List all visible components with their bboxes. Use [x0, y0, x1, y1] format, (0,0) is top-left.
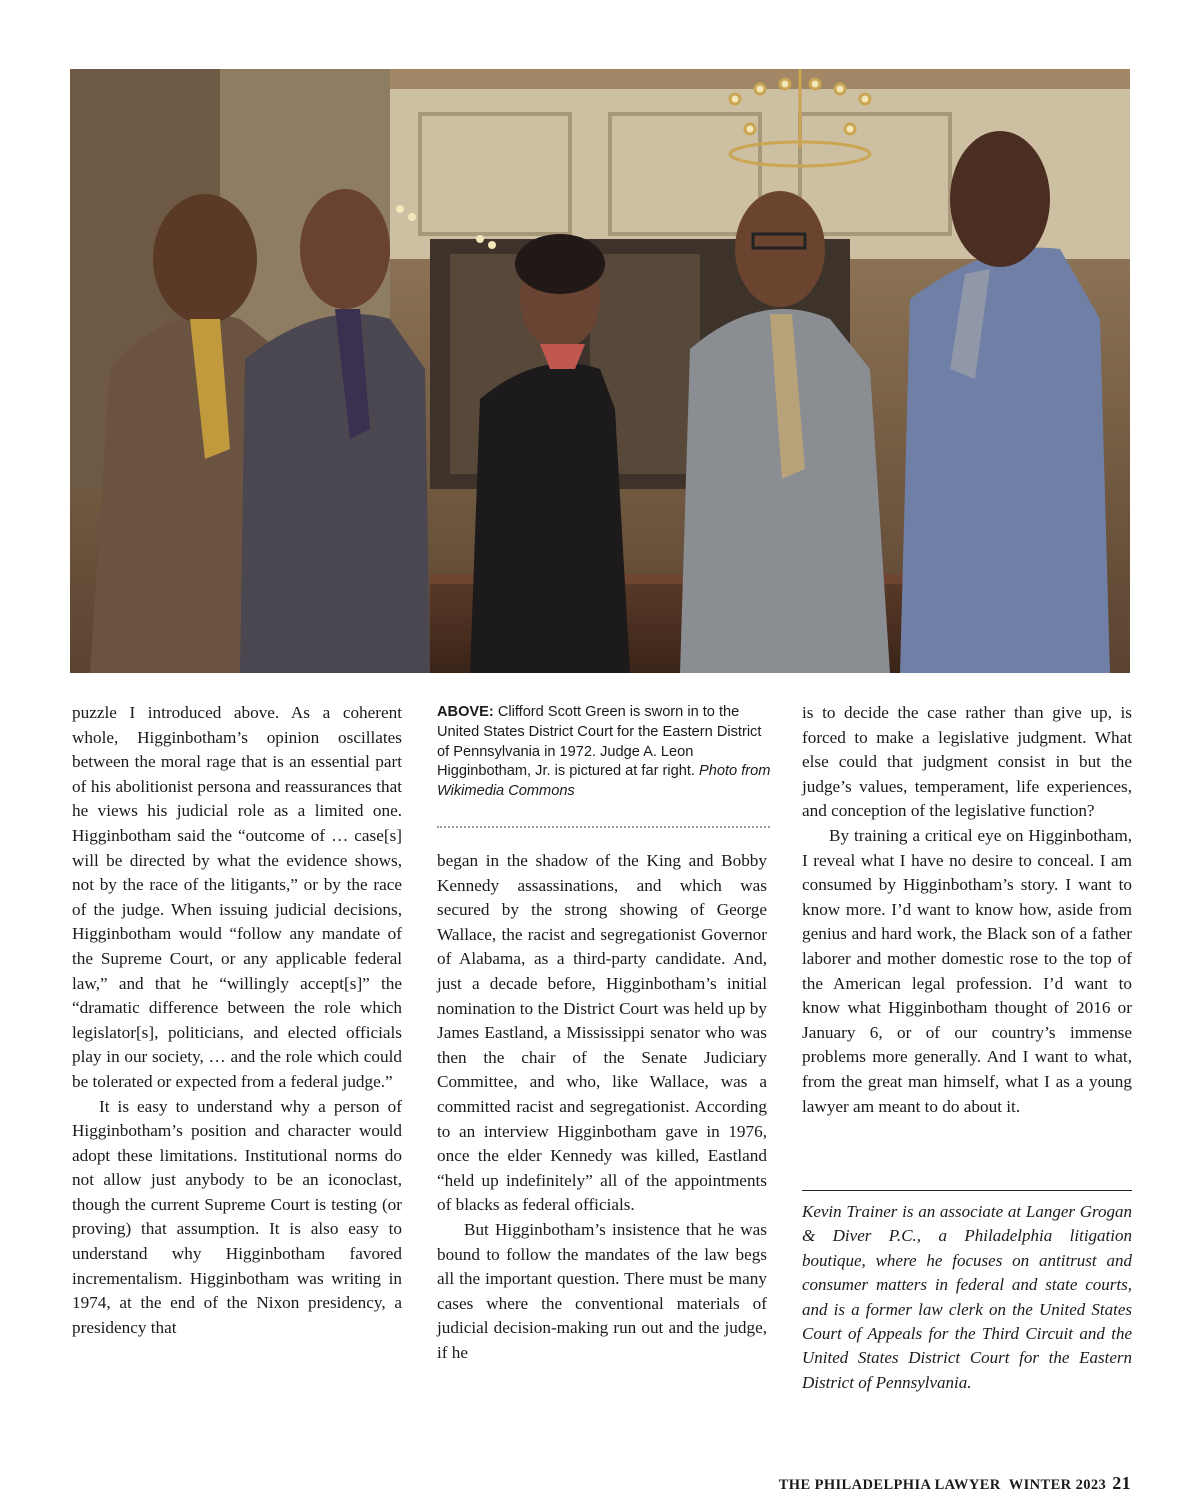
photo-credit: Photo from Wikimedia Commons [437, 763, 771, 800]
article-column-2 [437, 849, 767, 1365]
issue-label: WINTER 2023 [1008, 1477, 1107, 1493]
caption-lead: ABOVE: [437, 704, 494, 720]
paragraph: began in the shadow of the King and Bobby Kennedy assassinations, and which was secured by the strong showing of George Wallace, the racist and segregationist Governor of Alabama, as a third-party candidate. And, just a decade before, Higginbotham’s initial nomination to the District Court was held up by James Eastland, a Mississippi senator who was then the chair of the Senate Judiciary Committee, and who, like Wallace, was a committed racist and segregationist. According to an interview Higginbotham gave in 1976, once the elder Kennedy was killed, Eastland “held up indefinitely” all of the appointments of blacks as federal officials. [437, 851, 767, 1215]
caption-divider [437, 826, 770, 828]
publication-name: THE PHILADELPHIA LAWYER [778, 1477, 1001, 1493]
photo-illustration [70, 69, 1130, 673]
paragraph: puzzle I introduced above. As a coherent whole, Higginbotham’s opinion oscillates between the moral rage that is an essential part of his abolitionist persona and reassurances that he views his judicial role as a limited one. Higginbotham said the “outcome of … case[s] will be directed by what the evidence shows, not by the race of the litigants,” or by the race of the judge. When issuing judicial decisions, Higginbotham would “follow any mandate of the Supreme Court, or any applicable federal law,” and that he “willingly accept[s]” the “dramatic difference between the role which legislator[s], politicians, and elected officials play in our society, … and the role which could be tolerated or expected from a federal judge.” [72, 703, 402, 1091]
paragraph: It is easy to understand why a person of Higginbotham’s position and character would adopt these limitations. Institutional norms do not allow just anybody to be an iconoclast, though the current Supreme Court is testing (or proving) that assumption. It is also easy to understand why Higginbotham favored incrementalism. Higginbotham was writing in 1974, at the end of the Nixon presidency, a presidency that [72, 1096, 402, 1337]
paragraph: By training a critical eye on Higginbotham, I reveal what I have no desire to conceal. I am consumed by Higginbotham’s story. I want to know more. I’d want to know how, aside from genius and hard work, the Black son of a father laborer and mother domestic rose to the top of the American legal profession. I’d want to know what Higginbotham thought of 2016 or January 6, or of our country’s immense problems more generally. And I want to what, from the great man himself, what I as a young lawyer am meant to do about it. [802, 825, 1132, 1116]
paragraph: But Higginbotham’s insistence that he was bound to follow the mandates of the law begs all the important question. There must be many cases where the conventional materials of judicial decision-making run out and the judge, if he [437, 1219, 767, 1362]
page-footer [779, 1473, 1131, 1494]
article-column-1 [72, 701, 402, 1340]
group-portrait-photo [70, 69, 1130, 673]
paragraph: is to decide the case rather than give up, is forced to make a legislative judgment. What else could that judgment consist in but the judge’s values, temperament, life experiences, and conception of the legislative function? [802, 703, 1132, 821]
article-column-3 [802, 701, 1132, 1119]
photo-caption [437, 703, 772, 802]
author-bio: Kevin Trainer is an associate at Langer Grogan & Diver P.C., a Philadelphia litigation boutique, where he focuses on antitrust and consumer matters in federal and state courts, and is a former law clerk on the United States Court of Appeals for the Third Circuit and the United States District Court for the Eastern District of Pennsylvania. [802, 1202, 1132, 1392]
bio-divider [802, 1190, 1132, 1191]
page-number: 21 [1112, 1473, 1131, 1493]
caption-text: Clifford Scott Green is sworn in to the United States District Court for the Eastern District of Pennsylvania in 1972. Judge A. Leon Higginbotham, Jr. is pictured at far right. [437, 704, 762, 780]
